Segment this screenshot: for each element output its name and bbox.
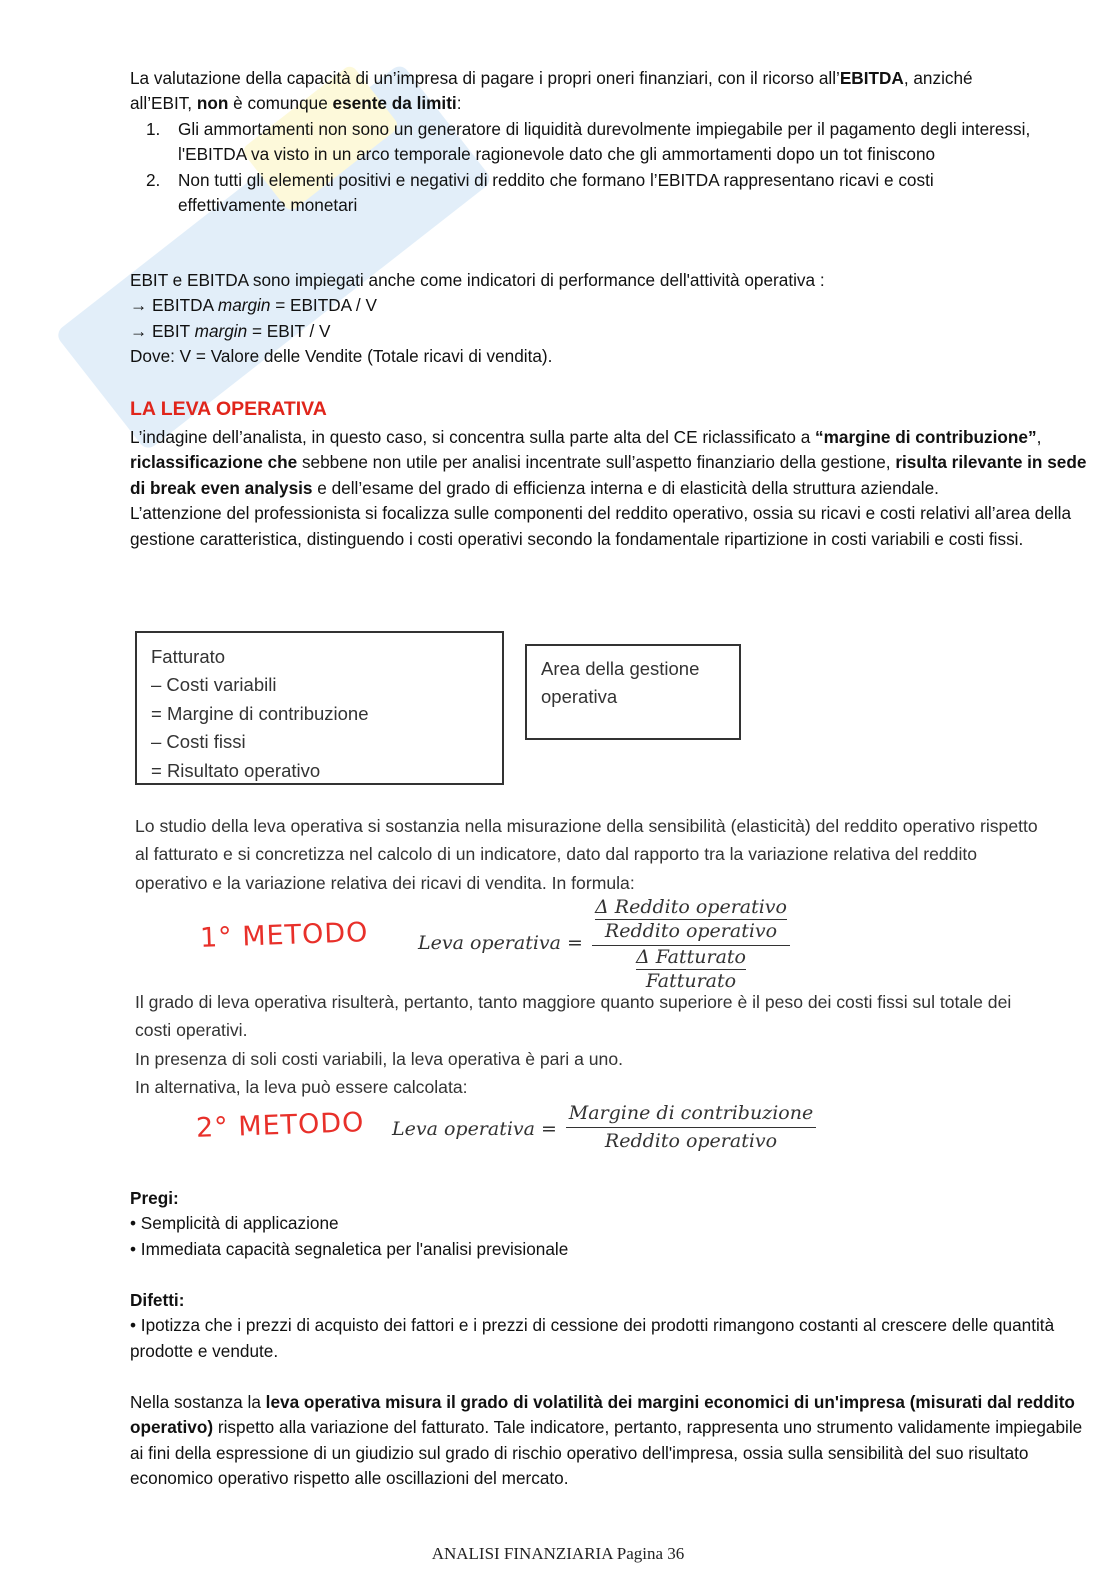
section-title: LA LEVA OPERATIVA bbox=[130, 398, 327, 420]
limits-list bbox=[146, 117, 1046, 219]
scan-paragraph-2: Il grado di leva operativa risulterà, pertanto, tanto maggiore quanto superiore è il peso dei costi fissi sul totale dei costi operativi. In presenza di soli costi variabili, la leva operativa è pari a uno. In alternativa, la leva può essere calcolata: bbox=[135, 992, 1012, 1098]
scanned-excerpt bbox=[130, 622, 1050, 1162]
page-footer: ANALISI FINANZIARIA Pagina 36 bbox=[431, 1544, 685, 1563]
intro-paragraph: La valutazione della capacità di un’impresa di pagare i propri oneri finanziari, con il ricorso all’EBITDA, anziché all’EBIT, non è comunque esente da limiti: bbox=[130, 68, 973, 114]
handwritten-method-2: 2° METODO bbox=[195, 1107, 365, 1144]
list-item: 2. Non tutti gli elementi positivi e negativi di reddito che formano l’EBITDA rappresentano ricavi e costi effettivamente monetari bbox=[146, 169, 934, 216]
indicators-paragraph: EBIT e EBITDA sono impiegati anche come indicatori di performance dell'attività operativa : → EBITDA margin = EBITDA / V → EBIT margin = EBIT / V Dove: V = Valore delle Vendite (Totale ricavi di vendita). bbox=[130, 270, 825, 367]
formula-1-fraction: $\frac{\text{Δ Reddito operativo}}{\text{Reddito operativo}}$ Δ Fatturato Fatturato bbox=[592, 896, 790, 993]
area-box: Area della gestione operativa bbox=[525, 644, 741, 740]
scan-paragraph-1: Lo studio della leva operativa si sostanzia nella misurazione della sensibilità (elasticità) del reddito operativo rispetto al fatturato e si concretizza nel calcolo di un indicatore, dato dal rapporto tra la variazione relativa del reddito operativo e la variazione relativa dei ricavi di vendita. In formula: bbox=[135, 816, 1038, 893]
conclusion-paragraph: Nella sostanza la leva operativa misura il grado di volatilità dei margini economici di un'impresa (misurati dal reddito operativo) rispetto alla variazione del fatturato. Tale indicatore, pertanto, rappresenta uno strumento validamente impiegabile ai fini della espressione di un giudizio sul grado di rischio operativo dell'impresa, ossia sulla sensibilità del suo risultato economico operativo rispetto alle oscillazioni del mercato. bbox=[130, 1392, 1083, 1489]
handwritten-method-1: 1° METODO bbox=[199, 917, 369, 954]
formula-1-lhs: Leva operativa = bbox=[418, 932, 583, 954]
formula-2-lhs: Leva operativa = bbox=[392, 1118, 557, 1140]
list-item: 1. Gli ammortamenti non sono un generatore di liquidità durevolmente impiegabile per il pagamento degli interessi, l'EBITDA va visto in un arco temporale ragionevole dato che gli ammortamenti dopo un tot finiscono bbox=[146, 119, 1031, 165]
leva-paragraph: L’indagine dell’analista, in questo caso, si concentra sulla parte alta del CE riclassificato a “margine di contribuzione”, riclassificazione che sebbene non utile per analisi incentrate sull’aspetto finanziario della gestione, risulta rilevante in sede di break even analysis e dell’esame del grado di efficienza interna e di elasticità della struttura aziendale. L’attenzione del professionista si focalizza sulle componenti del reddito operativo, ossia su ricavi e costi relativi all’area della gestione caratteristica, distinguendo i costi operativi secondo la fondamentale ripartizione in costi variabili e costi fissi. bbox=[130, 427, 1087, 549]
formula-2-fraction: Margine di contribuzione Reddito operativo bbox=[566, 1100, 816, 1155]
difetti-section: Difetti: • Ipotizza che i prezzi di acquisto dei fattori e i prezzi di cessione dei prodotti rimangono costanti al crescere delle quantità prodotte e vendute. bbox=[130, 1290, 1055, 1361]
pregi-section: Pregi: • Semplicità di applicazione • Immediata capacità segnaletica per l'analisi previsionale bbox=[130, 1188, 569, 1259]
income-scheme-box: Fatturato – Costi variabili = Margine di contribuzione – Costi fissi = Risultato operativo bbox=[135, 631, 504, 785]
